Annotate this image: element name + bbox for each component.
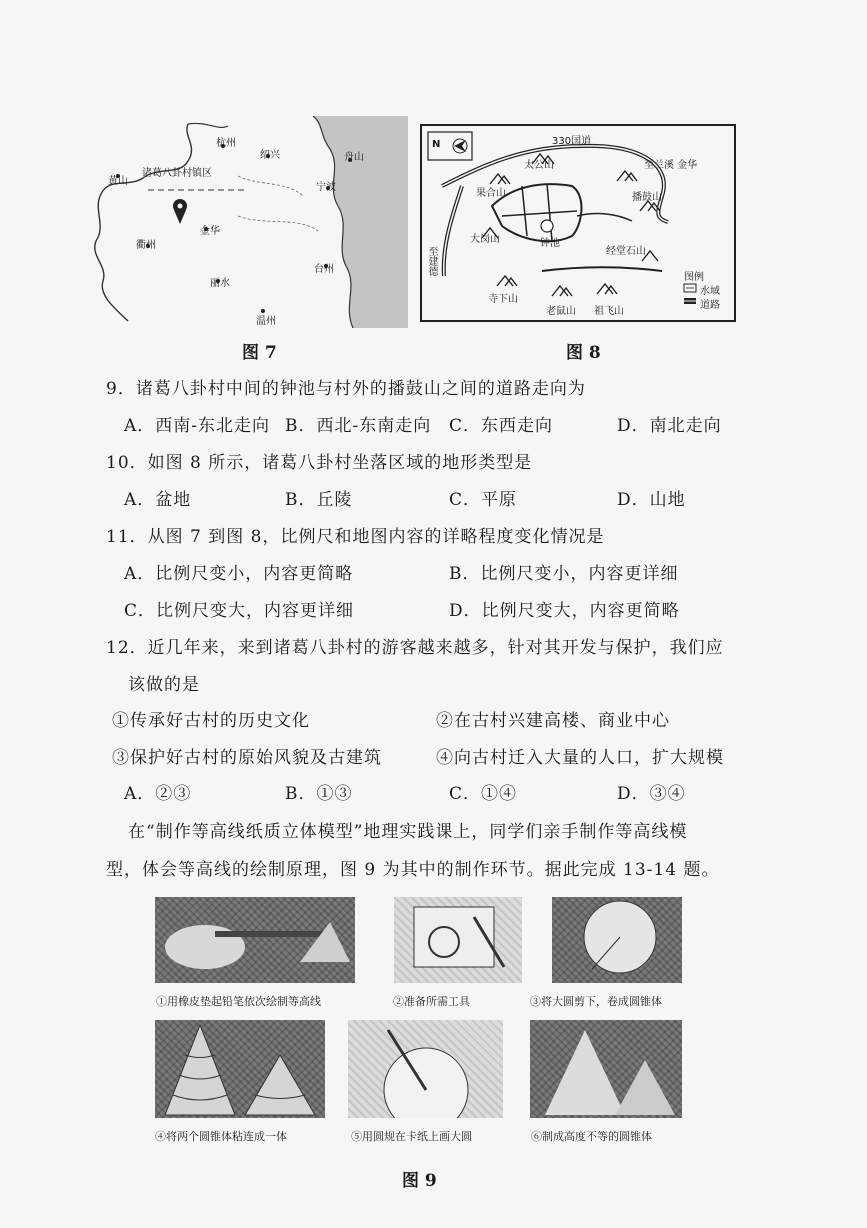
label-taigongshan: 太公山 xyxy=(524,160,554,171)
q11-option-c[interactable]: C．比例尺变大，内容更详细 xyxy=(124,601,355,621)
intro-line-2: 型，体会等高线的绘制原理，图 9 为其中的制作环节。据此完成 13-14 题。 xyxy=(106,860,720,880)
question-12-stem-cont: 该做的是 xyxy=(128,675,200,695)
step4-photo xyxy=(155,1020,325,1118)
label-jinhua: 金华 xyxy=(200,226,220,237)
label-lishui: 丽水 xyxy=(210,278,230,289)
q11-option-a[interactable]: A．比例尺变小，内容更简略 xyxy=(124,564,354,584)
label-jinhua-dir: 至兰溪 金华 xyxy=(644,160,698,171)
q12-item-3: ③保护好古村的原始风貌及古建筑 xyxy=(112,748,382,768)
step5-photo xyxy=(348,1020,503,1118)
step6-caption: ⑥制成高度不等的圆锥体 xyxy=(531,1130,652,1143)
legend-title: 图例 xyxy=(684,272,704,283)
label-sixiashan: 寺下山 xyxy=(488,294,518,305)
label-huangshan: 黄山 xyxy=(108,176,128,187)
q11-option-d[interactable]: D．比例尺变大，内容更简略 xyxy=(449,601,680,621)
label-village-area: 诸葛八卦村镇区 xyxy=(142,168,212,179)
step2-photo xyxy=(394,897,522,983)
step3-caption: ③将大圆剪下，卷成圆锥体 xyxy=(530,995,662,1008)
q12-item-1: ①传承好古村的历史文化 xyxy=(112,711,310,731)
q12-item-2: ②在古村兴建高楼、商业中心 xyxy=(436,711,670,731)
q10-option-a[interactable]: A．盆地 xyxy=(124,490,192,510)
step1-caption: ①用橡皮垫起铅笔依次绘制等高线 xyxy=(156,995,321,1008)
label-jinzhugongshan: 经堂石山 xyxy=(606,246,646,257)
q10-option-c[interactable]: C．平原 xyxy=(449,490,518,510)
q9-option-c[interactable]: C．东西走向 xyxy=(449,416,554,436)
label-zhongchi: 钟池 xyxy=(540,238,560,249)
q10-option-b[interactable]: B．丘陵 xyxy=(285,490,353,510)
step5-caption: ⑤用圆规在卡纸上画大圆 xyxy=(351,1130,472,1143)
figure9-caption: 图 9 xyxy=(402,1171,437,1191)
step6-photo xyxy=(530,1020,682,1118)
q12-option-d[interactable]: D．③④ xyxy=(617,784,686,804)
question-12-stem: 12．近几年来，来到诸葛八卦村的游客越来越多，针对其开发与保护，我们应 xyxy=(106,638,724,658)
question-11-stem: 11．从图 7 到图 8，比例尺和地图内容的详略程度变化情况是 xyxy=(106,527,605,547)
intro-line-1: 在“制作等高线纸质立体模型”地理实践课上，同学们亲手制作等高线模 xyxy=(128,822,688,842)
label-laoshushan: 老鼠山 xyxy=(546,306,576,317)
q9-option-d[interactable]: D．南北走向 xyxy=(617,416,722,436)
q12-option-b[interactable]: B．①③ xyxy=(285,784,353,804)
q11-option-b[interactable]: B．比例尺变小，内容更详细 xyxy=(449,564,679,584)
label-wenzhou: 温州 xyxy=(256,316,276,327)
label-hangzhou: 杭州 xyxy=(216,138,236,149)
label-road-330: 330国道 xyxy=(552,136,592,147)
figure7-caption: 图 7 xyxy=(242,343,277,363)
label-zufeishan: 祖飞山 xyxy=(594,306,624,317)
step4-caption: ④将两个圆锥体粘连成一体 xyxy=(155,1130,287,1143)
figure8-caption: 图 8 xyxy=(566,343,601,363)
q9-option-a[interactable]: A．西南-东北走向 xyxy=(124,416,271,436)
legend-road: 道路 xyxy=(700,300,720,311)
question-10-stem: 10．如图 8 所示，诸葛八卦村坐落区域的地形类型是 xyxy=(106,453,533,473)
label-quzhou: 衢州 xyxy=(136,240,156,251)
step3-photo xyxy=(552,897,682,983)
label-guoheshan: 果合山 xyxy=(476,188,506,199)
label-zhoushan: 舟山 xyxy=(344,152,364,163)
q12-option-a[interactable]: A．②③ xyxy=(124,784,192,804)
q12-item-4: ④向古村迁入大量的人口，扩大规模 xyxy=(436,748,724,768)
figure8-map xyxy=(420,124,736,322)
north-label: N xyxy=(432,139,441,150)
label-shangdi: 至建德 xyxy=(426,246,437,276)
question-9-stem: 9．诸葛八卦村中间的钟池与村外的播鼓山之间的道路走向为 xyxy=(106,379,586,399)
label-ningbo: 宁波 xyxy=(316,182,336,193)
q10-option-d[interactable]: D．山地 xyxy=(617,490,686,510)
label-bogushan: 播鼓山 xyxy=(632,192,662,203)
legend-water: 水域 xyxy=(700,286,720,297)
label-taizhou: 台州 xyxy=(314,264,334,275)
step2-caption: ②准备所需工具 xyxy=(393,995,470,1008)
figure7-map xyxy=(88,116,408,328)
label-dashishan: 大岗山 xyxy=(470,234,500,245)
q9-option-b[interactable]: B．西北-东南走向 xyxy=(285,416,432,436)
q12-option-c[interactable]: C．①④ xyxy=(449,784,518,804)
step1-photo xyxy=(155,897,355,983)
label-shaoxing: 绍兴 xyxy=(260,150,280,161)
